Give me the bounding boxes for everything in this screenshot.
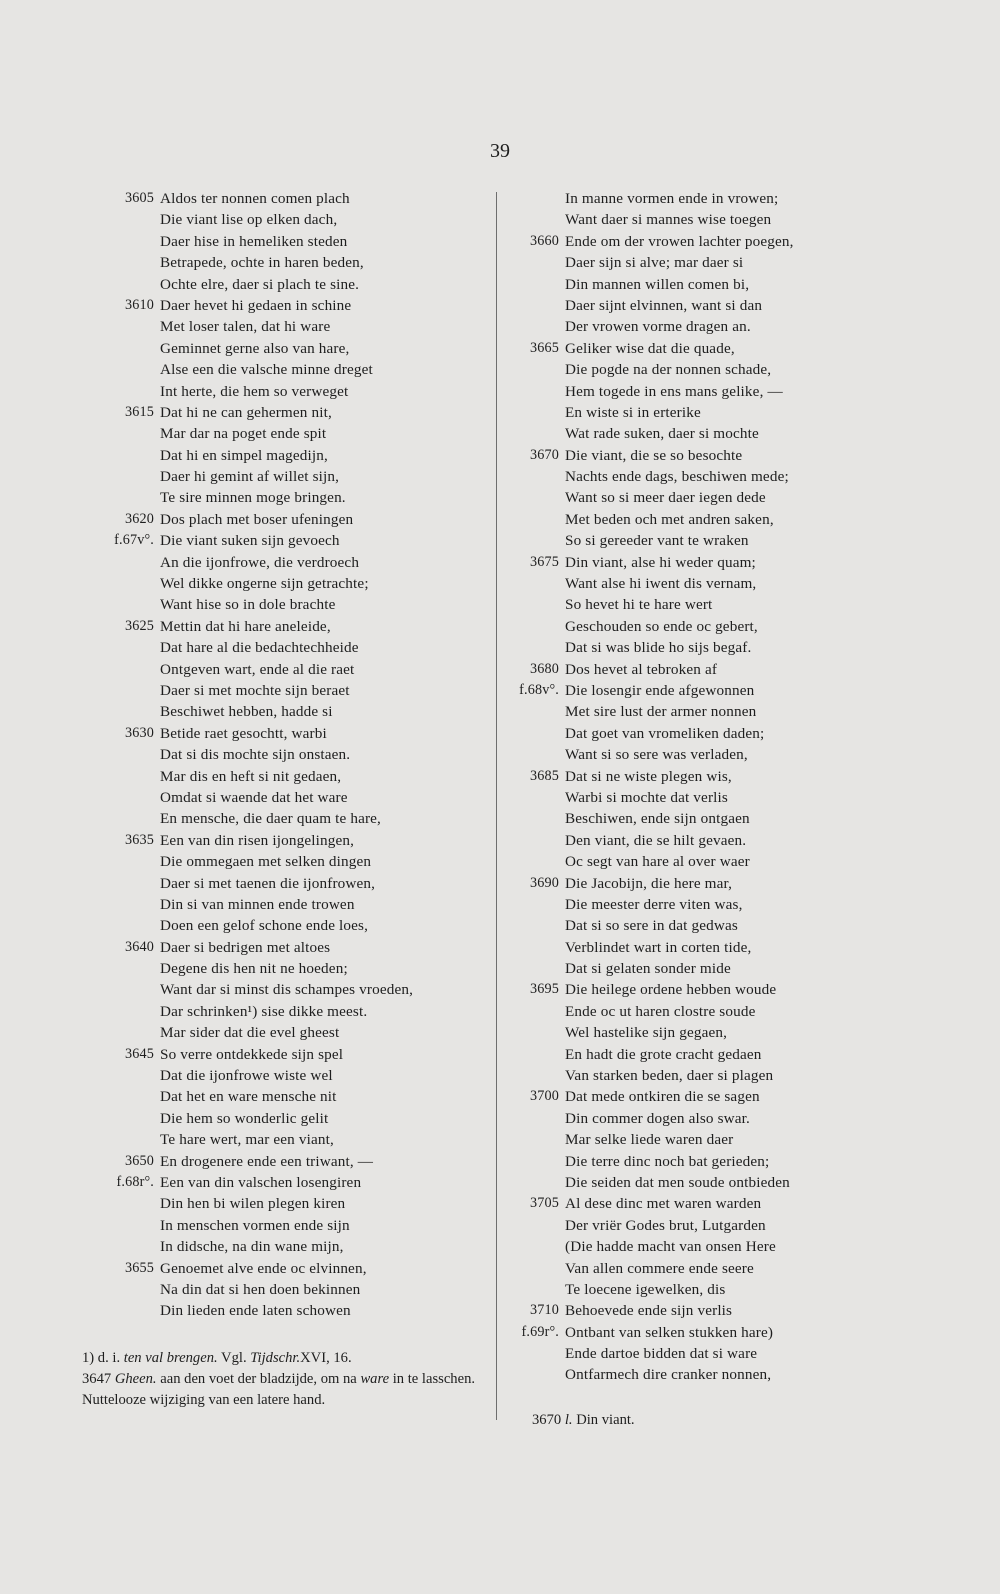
verse-text: Die Jacobijn, die here mar, (565, 874, 733, 892)
verse-text: Ende dartoe bidden dat si ware (565, 1345, 758, 1363)
verse-line (505, 359, 855, 380)
line-number: 3700 (530, 1088, 559, 1105)
verse-text: Daer si bedrigen met altoes (160, 938, 331, 956)
verse-line (96, 1001, 480, 1022)
verse-text: En mensche, die daer quam te hare, (160, 810, 382, 828)
verse-line (96, 209, 480, 230)
footnote-right-text: Din viant. (576, 1412, 635, 1428)
verse-text: Dos hevet al tebroken af (565, 660, 718, 678)
verse-text: So si gereeder vant te wraken (565, 532, 749, 550)
verse-text: In manne vormen ende in vrowen; (565, 190, 779, 207)
verse-line (505, 1044, 855, 1065)
verse-text: En hadt die grote cracht gedaen (565, 1045, 762, 1063)
footnote-1 (82, 1348, 482, 1369)
verse-line (96, 873, 480, 894)
verse-text: Na din dat si hen doen bekinnen (160, 1280, 361, 1298)
line-number: 3680 (530, 660, 559, 677)
verse-line (505, 851, 855, 872)
verse-line (505, 1343, 855, 1364)
verse-line (505, 274, 855, 295)
verse-line (96, 1172, 480, 1193)
verse-text: Die ommegaen met selken dingen (160, 853, 372, 871)
verse-text: Der vrowen vorme dragen an. (565, 318, 751, 336)
line-number: 3695 (530, 981, 559, 998)
verse-text: Din lieden ende laten schowen (160, 1302, 351, 1320)
line-number: 3675 (530, 553, 559, 570)
verse-line (505, 766, 855, 787)
verse-text: Geliker wise dat die quade, (565, 339, 735, 357)
verse-line (505, 188, 855, 209)
verse-text: Te loecene igewelken, dis (565, 1280, 726, 1298)
verse-text: Een van din valschen losengiren (160, 1173, 362, 1191)
verse-text: Daer sijn si alve; mar daer si (565, 254, 744, 272)
verse-text: Die meester derre viten was, (565, 895, 743, 913)
verse-line (505, 915, 855, 936)
verse-line (505, 295, 855, 316)
line-number: 3655 (125, 1259, 154, 1276)
verse-line (505, 1086, 855, 1107)
footnote-2-word2: ware (360, 1371, 390, 1387)
verse-line (96, 594, 480, 615)
verse-line (96, 680, 480, 701)
verse-text: Met loser talen, dat hi ware (160, 318, 331, 336)
verse-text: Want alse hi iwent dis vernam, (565, 575, 757, 593)
verse-line (505, 594, 855, 615)
verse-line (96, 723, 480, 744)
verse-text: Dat hi ne can gehermen nit, (160, 403, 332, 421)
verse-line (505, 209, 855, 230)
verse-text: So verre ontdekkede sijn spel (160, 1045, 344, 1063)
verse-text: Beschiwen, ende sijn ontgaen (565, 810, 750, 828)
verse-text: Die losengir ende afgewonnen (565, 681, 755, 699)
verse-text: Die seiden dat men soude ontbieden (565, 1173, 790, 1191)
verse-text: Die viant suken sijn gevoech (160, 532, 340, 550)
verse-line (505, 1193, 855, 1214)
verse-text: So hevet hi te hare wert (565, 596, 713, 614)
footnote-2-number: 3647 (82, 1371, 112, 1387)
verse-line (96, 1300, 480, 1321)
line-number: 3625 (125, 617, 154, 634)
line-number: 3650 (125, 1152, 154, 1169)
verse-text: Want hise so in dole brachte (160, 596, 336, 614)
verse-line (505, 894, 855, 915)
footnote-right-marker: l. (564, 1412, 573, 1428)
verse-line (505, 744, 855, 765)
line-number: 3705 (530, 1195, 559, 1212)
verse-line (96, 1151, 480, 1172)
verse-line (505, 723, 855, 744)
line-number: 3690 (530, 874, 559, 891)
verse-text: Alse een die valsche minne dreget (160, 361, 373, 379)
verse-line (96, 915, 480, 936)
verse-text: Ende oc ut haren clostre soude (565, 1002, 756, 1020)
verse-line (505, 808, 855, 829)
verse-text: Die hem so wonderlic gelit (160, 1109, 329, 1127)
verse-text: (Die hadde macht van onsen Here (565, 1238, 776, 1256)
footnote-2-word: Gheen. (114, 1371, 157, 1387)
verse-line (96, 979, 480, 1000)
verse-line (96, 659, 480, 680)
verse-line (96, 1086, 480, 1107)
verse-line (505, 316, 855, 337)
verse-line (505, 1215, 855, 1236)
footnote-right (532, 1412, 832, 1429)
verse-line (505, 423, 855, 444)
verse-line (96, 701, 480, 722)
verse-text: Oc segt van hare al over waer (565, 853, 750, 871)
line-number: 3640 (125, 938, 154, 955)
verse-line (96, 744, 480, 765)
verse-text: Omdat si waende dat het ware (160, 788, 348, 806)
verse-line (505, 402, 855, 423)
footnote-1-ref: XVI, 16. (300, 1350, 352, 1366)
footnote-2 (82, 1369, 482, 1411)
verse-line (505, 937, 855, 958)
verse-text: Daer hi gemint af willet sijn, (160, 468, 340, 486)
verse-line (96, 530, 480, 551)
verse-line (96, 316, 480, 337)
footnote-1-vgl: Vgl. (221, 1350, 247, 1366)
verse-text: Die viant, die se so besochte (565, 446, 743, 464)
verse-line (505, 830, 855, 851)
verse-line (96, 509, 480, 530)
footnotes-left (82, 1348, 482, 1411)
verse-text: Want dar si minst dis schampes vroeden, (160, 981, 414, 999)
verse-text: Beschiwet hebben, hadde si (160, 703, 333, 721)
verse-line (505, 1300, 855, 1321)
verse-line (505, 1022, 855, 1043)
verse-text: Want daer si mannes wise toegen (565, 211, 772, 229)
verse-line (505, 1151, 855, 1172)
verse-line (505, 1108, 855, 1129)
verse-text: Met beden och met andren saken, (565, 510, 774, 528)
verse-line (96, 338, 480, 359)
line-number: f.67v°. (114, 532, 154, 549)
verse-text: Daer si met mochte sijn beraet (160, 681, 350, 699)
verse-text: Den viant, die se hilt gevaen. (565, 831, 747, 849)
verse-text: Nachts ende dags, beschiwen mede; (565, 468, 789, 486)
line-number: 3645 (125, 1045, 154, 1062)
verse-line (96, 1022, 480, 1043)
verse-text: Dat si was blide ho sijs begaf. (565, 639, 752, 657)
verse-line (96, 851, 480, 872)
verse-text: Wat rade suken, daer si mochte (565, 425, 759, 443)
left-verse-column (96, 188, 480, 1322)
verse-text: Betrapede, ochte in haren beden, (160, 254, 364, 272)
line-number: 3685 (530, 767, 559, 784)
verse-text: Ontgeven wart, ende al die raet (160, 660, 355, 678)
verse-text: Te sire minnen moge bringen. (160, 489, 346, 507)
verse-text: Warbi si mochte dat verlis (565, 788, 728, 806)
verse-line (505, 1172, 855, 1193)
right-verse-column (505, 188, 855, 1386)
verse-line (505, 958, 855, 979)
verse-line (505, 1279, 855, 1300)
verse-line (96, 894, 480, 915)
line-number: 3635 (125, 831, 154, 848)
verse-text: Mar dar na poget ende spit (160, 425, 327, 443)
verse-text: Ontbant van selken stukken hare) (565, 1323, 774, 1341)
verse-text: Met sire lust der armer nonnen (565, 703, 757, 721)
verse-text: Din commer dogen also swar. (565, 1109, 750, 1127)
footnote-1-source: Tijdschr. (250, 1350, 301, 1366)
verse-line (505, 1129, 855, 1150)
verse-text: Die heilege ordene hebben woude (565, 981, 777, 999)
verse-line (505, 659, 855, 680)
verse-text: Dat mede ontkiren die se sagen (565, 1088, 760, 1106)
verse-text: Dat het en ware mensche nit (160, 1088, 337, 1106)
verse-line (96, 295, 480, 316)
verse-line (505, 487, 855, 508)
verse-line (505, 873, 855, 894)
footnote-1-marker: 1) d. i. (82, 1350, 121, 1366)
verse-text: Dat si ne wiste plegen wis, (565, 767, 732, 785)
verse-text: Din si van minnen ende trowen (160, 895, 355, 913)
verse-text: Dos plach met boser ufeningen (160, 510, 354, 528)
verse-line (96, 445, 480, 466)
line-number: 3615 (125, 403, 154, 420)
verse-line (505, 1322, 855, 1343)
verse-line (96, 958, 480, 979)
verse-text: Een van din risen ijongelingen, (160, 831, 355, 849)
verse-line (96, 766, 480, 787)
verse-line (96, 1258, 480, 1279)
verse-line (96, 487, 480, 508)
verse-text: En wiste si in erterike (565, 403, 701, 421)
verse-text: Van starken beden, daer si plagen (565, 1067, 774, 1085)
verse-text: Dar schrinken¹) sise dikke meest. (160, 1002, 368, 1020)
line-number: 3710 (530, 1302, 559, 1319)
verse-text: Behoevede ende sijn verlis (565, 1302, 733, 1320)
verse-line (96, 359, 480, 380)
verse-line (96, 1215, 480, 1236)
verse-line (96, 1108, 480, 1129)
verse-text: Der vriër Godes brut, Lutgarden (565, 1216, 766, 1234)
verse-line (96, 787, 480, 808)
line-number: f.68r°. (116, 1173, 154, 1190)
verse-text: Want si so sere was verladen, (565, 746, 748, 764)
line-number: 3665 (530, 339, 559, 356)
verse-line (96, 1044, 480, 1065)
footnote-1-italic: ten val brengen. (123, 1350, 218, 1366)
verse-line (96, 1129, 480, 1150)
verse-line (96, 937, 480, 958)
verse-text: Dat die ijonfrowe wiste wel (160, 1067, 333, 1085)
verse-line (96, 1193, 480, 1214)
verse-line (96, 381, 480, 402)
verse-text: Daer hevet hi gedaen in schine (160, 296, 352, 314)
verse-text: Te hare wert, mar een viant, (160, 1131, 334, 1149)
verse-text: Hem togede in ens mans gelike, — (565, 382, 783, 400)
verse-text: Int herte, die hem so verweget (160, 382, 349, 400)
verse-line (505, 1001, 855, 1022)
verse-text: Daer si met taenen die ijonfrowen, (160, 874, 376, 892)
verse-text: Daer sijnt elvinnen, want si dan (565, 296, 763, 314)
verse-line (505, 445, 855, 466)
verse-text: An die ijonfrowe, die verdroech (160, 553, 360, 571)
verse-text: Mar selke liede waren daer (565, 1131, 734, 1149)
verse-text: Dat hare al die bedachtechheide (160, 639, 359, 657)
line-number: 3605 (125, 190, 154, 206)
verse-line (96, 274, 480, 295)
verse-line (505, 381, 855, 402)
verse-line (505, 1364, 855, 1385)
verse-text: Mar dis en heft si nit gedaen, (160, 767, 342, 785)
verse-text: Dat goet van vromeliken daden; (565, 724, 765, 742)
line-number: 3670 (530, 446, 559, 463)
verse-line (96, 423, 480, 444)
verse-text: Die viant lise op elken dach, (160, 211, 338, 229)
footnote-2-text-b: in te lasschen. Nuttelooze wijziging van een latere hand. (82, 1371, 476, 1408)
line-number: 3630 (125, 724, 154, 741)
verse-line (96, 466, 480, 487)
verse-line (505, 231, 855, 252)
verse-line (505, 616, 855, 637)
footnote-right-number: 3670 (532, 1412, 562, 1428)
verse-text: Wel hastelike sijn gegaen, (565, 1024, 728, 1042)
verse-text: Verblindet wart in corten tide, (565, 938, 752, 956)
verse-line (96, 402, 480, 423)
verse-line (505, 509, 855, 530)
verse-line (505, 1236, 855, 1257)
verse-line (505, 552, 855, 573)
line-number: 3610 (125, 296, 154, 313)
page-number: 39 (490, 140, 510, 162)
verse-line (505, 637, 855, 658)
verse-text: In menschen vormen ende sijn (160, 1216, 350, 1234)
verse-text: Geschouden so ende oc gebert, (565, 617, 758, 635)
verse-text: Dat si gelaten sonder mide (565, 960, 731, 978)
verse-line (505, 979, 855, 1000)
verse-line (96, 573, 480, 594)
verse-line (96, 1065, 480, 1086)
verse-text: Dat si so sere in dat gedwas (565, 917, 738, 935)
verse-line (96, 830, 480, 851)
verse-text: Die terre dinc noch bat gerieden; (565, 1152, 770, 1170)
verse-text: Dat hi en simpel magedijn, (160, 446, 328, 464)
verse-text: Geminnet gerne also van hare, (160, 339, 350, 357)
verse-text: Ochte elre, daer si plach te sine. (160, 275, 360, 293)
verse-line (96, 616, 480, 637)
verse-line (505, 466, 855, 487)
verse-line (505, 1258, 855, 1279)
verse-text: Daer hise in hemeliken steden (160, 232, 348, 250)
line-number: f.69r°. (521, 1323, 559, 1340)
verse-line (96, 1279, 480, 1300)
verse-text: Dat si dis mochte sijn onstaen. (160, 746, 351, 764)
verse-text: Aldos ter nonnen comen plach (160, 190, 350, 207)
verse-line (96, 188, 480, 209)
line-number: 3620 (125, 510, 154, 527)
verse-text: En drogenere ende een triwant, — (160, 1152, 374, 1170)
verse-text: Din viant, alse hi weder quam; (565, 553, 756, 571)
verse-line (505, 573, 855, 594)
verse-line (96, 808, 480, 829)
verse-line (96, 637, 480, 658)
verse-line (505, 252, 855, 273)
verse-line (96, 252, 480, 273)
verse-text: Wel dikke ongerne sijn getrachte; (160, 575, 369, 593)
verse-line (505, 1065, 855, 1086)
verse-text: Din mannen willen comen bi, (565, 275, 750, 293)
verse-line (505, 338, 855, 359)
verse-text: Mar sider dat die evel gheest (160, 1024, 340, 1042)
verse-text: Al dese dinc met waren warden (565, 1195, 762, 1213)
footnote-2-text-a: aan den voet der bladzijde, om na (160, 1371, 357, 1387)
verse-text: Mettin dat hi hare aneleide, (160, 617, 331, 635)
verse-text: Die pogde na der nonnen schade, (565, 361, 772, 379)
verse-text: Ontfarmech dire cranker nonnen, (565, 1366, 772, 1384)
verse-text: Van allen commere ende seere (565, 1259, 754, 1277)
verse-line (96, 552, 480, 573)
verse-text: Degene dis hen nit ne hoeden; (160, 960, 348, 978)
column-divider (496, 192, 497, 1420)
line-number: 3660 (530, 232, 559, 249)
verse-text: Din hen bi wilen plegen kiren (160, 1195, 346, 1213)
verse-text: In didsche, na din wane mijn, (160, 1238, 344, 1256)
verse-text: Want so si meer daer iegen dede (565, 489, 766, 507)
verse-line (505, 701, 855, 722)
verse-text: Genoemet alve ende oc elvinnen, (160, 1259, 367, 1277)
line-number: f.68v°. (519, 681, 559, 698)
verse-line (96, 1236, 480, 1257)
verse-line (505, 680, 855, 701)
verse-text: Doen een gelof schone ende loes, (160, 917, 369, 935)
verse-line (505, 787, 855, 808)
verse-line (96, 231, 480, 252)
verse-line (505, 530, 855, 551)
verse-text: Ende om der vrowen lachter poegen, (565, 232, 794, 250)
verse-text: Betide raet gesochtt, warbi (160, 724, 327, 742)
